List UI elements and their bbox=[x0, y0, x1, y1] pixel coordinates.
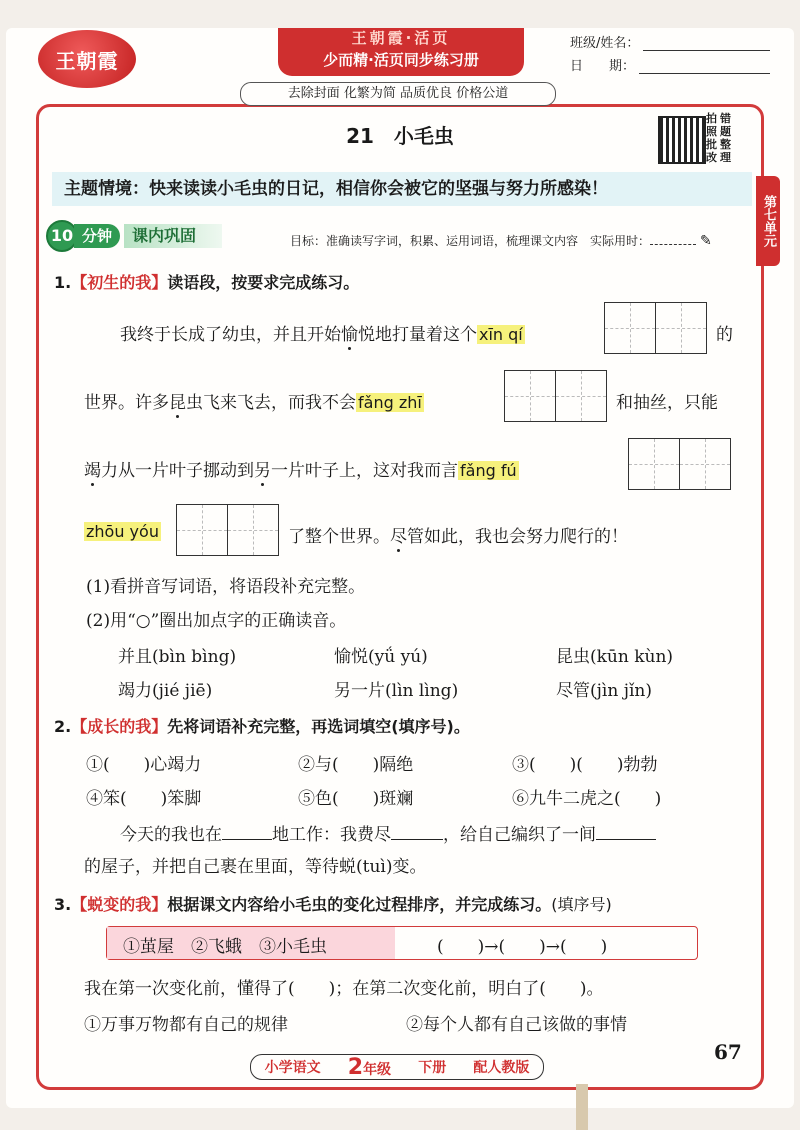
qr-labels: 拍照批改 错题整理 bbox=[706, 112, 731, 164]
word-blank[interactable]: ⑤色( )斑斓 bbox=[298, 789, 414, 809]
word-blank[interactable]: ①( )心竭力 bbox=[86, 755, 202, 775]
series-subtitle: 少而精·活页同步练习册 bbox=[323, 51, 479, 69]
q3-choice-2[interactable]: ②每个人都有自己该做的事情 bbox=[406, 1015, 627, 1035]
passage-line-4: 了整个世界。尽管如此，我也会努力爬行的！ bbox=[288, 527, 628, 547]
reading-option[interactable]: 并且(bìn bìng) bbox=[118, 647, 237, 667]
reading-option[interactable]: 竭力(jié jiē) bbox=[118, 681, 213, 701]
passage-line-2: 世界。许多昆虫飞来飞去，而我不会 fǎng zhī bbox=[84, 393, 422, 413]
passage-line-3: 竭力从一片叶子挪动到另一片叶子上，这对我而言 fǎng fú bbox=[84, 461, 517, 481]
minutes-badge: 10 bbox=[46, 220, 78, 252]
unit-tab: 第七单元 bbox=[756, 176, 780, 266]
word-blank[interactable]: ④笨( )笨脚 bbox=[86, 789, 202, 809]
reading-option[interactable]: 另一片(lìn lìng) bbox=[334, 681, 459, 701]
word-blank[interactable]: ③( )( )勃勃 bbox=[512, 755, 658, 775]
fill-sentence-1: 今天的我也在 地工作：我费尽 ，给自己编织了一间 bbox=[120, 820, 656, 845]
q1-sub-1: (1)看拼音写词语，将语段补充完整。 bbox=[86, 577, 366, 597]
brand-name: 王朝霞·活页 bbox=[351, 29, 451, 47]
sequence-box bbox=[106, 926, 698, 960]
answer-blank[interactable] bbox=[222, 839, 272, 840]
date-label: 日 期： bbox=[570, 59, 636, 74]
class-name-label: 班级/姓名： bbox=[570, 36, 640, 51]
goal-line: 目标：准确读写字词，积累、运用词语，梳理课文内容 实际用时： ✎ bbox=[290, 233, 712, 249]
binding-stripe bbox=[576, 1084, 588, 1130]
page-number: 67 bbox=[714, 1040, 742, 1064]
section-name: 课内巩固 bbox=[124, 224, 222, 248]
student-info bbox=[570, 28, 770, 74]
question-1-heading: 1.【初生的我】读语段，按要求完成练习。 bbox=[54, 273, 360, 292]
passage-line-1-end: 的 bbox=[716, 325, 733, 345]
question-2-heading: 2.【成长的我】先将词语补充完整，再选词填空(填序号)。 bbox=[54, 717, 470, 736]
q3-choice-1[interactable]: ①万事万物都有自己的规律 bbox=[84, 1015, 288, 1035]
time-used-field[interactable] bbox=[650, 244, 696, 245]
class-name-field[interactable] bbox=[643, 36, 770, 51]
section-header bbox=[46, 222, 222, 250]
write-grid-fangfu[interactable] bbox=[628, 438, 731, 490]
reading-option[interactable]: 愉悦(yǘ yú) bbox=[334, 647, 428, 667]
reading-option[interactable]: 昆虫(kūn kùn) bbox=[556, 647, 674, 667]
passage-line-1: 我终于长成了幼虫，并且开始愉悦地打量着这个 xīn qí bbox=[120, 325, 523, 345]
lesson-title: 21 小毛虫 bbox=[346, 124, 454, 148]
sequence-blanks[interactable]: ( )→( )→( ) bbox=[437, 937, 608, 957]
answer-blank[interactable] bbox=[596, 839, 656, 840]
write-grid-zhouyou[interactable] bbox=[176, 504, 279, 556]
footer-badge: 小学语文 2年级 下册 配人教版 bbox=[250, 1054, 544, 1080]
word-blank[interactable]: ②与( )隔绝 bbox=[298, 755, 414, 775]
theme-banner: 主题情境：快来读读小毛虫的日记，相信你会被它的坚强与努力所感染！ bbox=[52, 172, 752, 206]
slogan: 去除封面 化繁为简 品质优良 价格公道 bbox=[240, 82, 556, 106]
passage-line-2-end: 和抽丝，只能 bbox=[616, 393, 718, 413]
reading-option[interactable]: 尽管(jìn jǐn) bbox=[556, 681, 652, 701]
word-blank[interactable]: ⑥九牛二虎之( ) bbox=[512, 789, 662, 809]
question-3-heading: 3.【蜕变的我】根据课文内容给小毛虫的变化过程排序，并完成练习。(填序号) bbox=[54, 895, 612, 914]
answer-blank[interactable] bbox=[391, 839, 443, 840]
q3-line-1: 我在第一次变化前，懂得了( )；在第二次变化前，明白了( )。 bbox=[84, 979, 604, 999]
write-grid-xinqi[interactable] bbox=[604, 302, 707, 354]
passage-line-4-pinyin: zhōu yóu bbox=[86, 522, 159, 541]
header-banner bbox=[278, 28, 524, 76]
publisher-logo: 王朝霞 bbox=[38, 30, 136, 88]
pencil-icon: ✎ bbox=[700, 233, 712, 249]
q1-sub-2: (2)用“○”圈出加点字的正确读音。 bbox=[86, 611, 347, 631]
minutes-unit: 分钟 bbox=[74, 224, 120, 248]
fill-sentence-2: 的屋子，并把自己裹在里面，等待蜕(tuì)变。 bbox=[84, 857, 427, 877]
qr-code-icon[interactable] bbox=[658, 116, 706, 164]
sequence-options: ①茧屋 ②飞蛾 ③小毛虫 bbox=[123, 937, 327, 957]
write-grid-fangzhi[interactable] bbox=[504, 370, 607, 422]
date-field[interactable] bbox=[639, 59, 770, 74]
